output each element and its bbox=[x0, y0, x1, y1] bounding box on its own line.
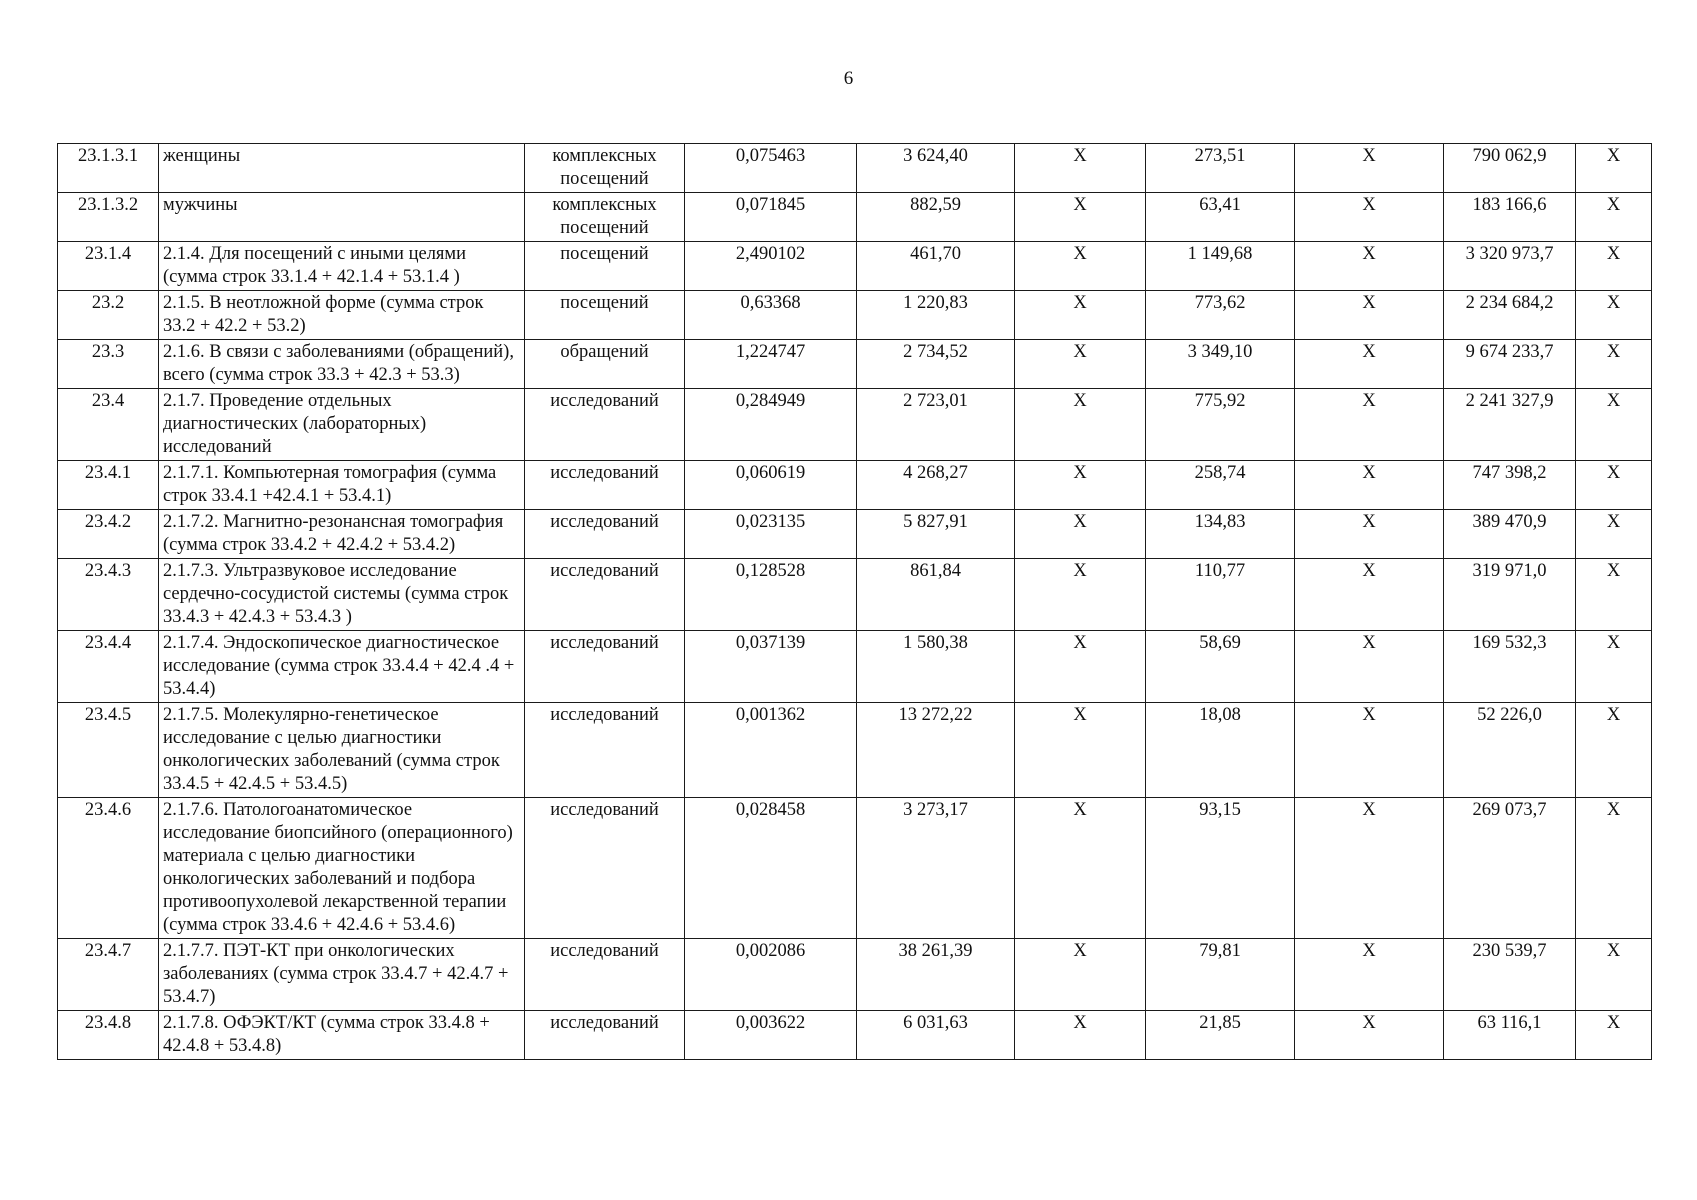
row-cost: 6 031,63 bbox=[857, 1011, 1015, 1060]
row-per-capita: 18,08 bbox=[1146, 703, 1295, 798]
row-unit: исследований bbox=[525, 389, 685, 461]
row-x-mark: Х bbox=[1295, 798, 1444, 939]
row-per-capita: 273,51 bbox=[1146, 144, 1295, 193]
row-norm: 1,224747 bbox=[685, 340, 857, 389]
row-x-mark: Х bbox=[1015, 703, 1146, 798]
row-cost: 861,84 bbox=[857, 559, 1015, 631]
row-unit: комплексных посещений bbox=[525, 144, 685, 193]
row-norm: 0,037139 bbox=[685, 631, 857, 703]
row-x-mark: Х bbox=[1576, 291, 1652, 340]
row-unit: исследований bbox=[525, 461, 685, 510]
row-norm: 0,071845 bbox=[685, 193, 857, 242]
row-name: 2.1.7.4. Эндоскопическое диагностическое исследование (сумма строк 33.4.4 + 42.4 .4 + 53.4.4) bbox=[159, 631, 525, 703]
row-name: 2.1.7.1. Компьютерная томография (сумма строк 33.4.1 +42.4.1 + 53.4.1) bbox=[159, 461, 525, 510]
row-x-mark: Х bbox=[1015, 461, 1146, 510]
table-row bbox=[58, 144, 1652, 193]
row-per-capita: 3 349,10 bbox=[1146, 340, 1295, 389]
row-x-mark: Х bbox=[1295, 291, 1444, 340]
row-name: 2.1.7. Проведение отдельных диагностических (лабораторных) исследований bbox=[159, 389, 525, 461]
table-row bbox=[58, 1011, 1652, 1060]
row-cost: 461,70 bbox=[857, 242, 1015, 291]
row-x-mark: Х bbox=[1295, 939, 1444, 1011]
row-cost: 1 580,38 bbox=[857, 631, 1015, 703]
row-norm: 0,128528 bbox=[685, 559, 857, 631]
row-x-mark: Х bbox=[1015, 798, 1146, 939]
table-row bbox=[58, 559, 1652, 631]
row-name: 2.1.7.8. ОФЭКТ/КТ (сумма строк 33.4.8 + 42.4.8 + 53.4.8) bbox=[159, 1011, 525, 1060]
row-code: 23.2 bbox=[58, 291, 159, 340]
table-row bbox=[58, 461, 1652, 510]
row-per-capita: 258,74 bbox=[1146, 461, 1295, 510]
row-x-mark: Х bbox=[1295, 242, 1444, 291]
table-row bbox=[58, 389, 1652, 461]
row-total: 319 971,0 bbox=[1444, 559, 1576, 631]
row-x-mark: Х bbox=[1576, 1011, 1652, 1060]
row-x-mark: Х bbox=[1295, 559, 1444, 631]
row-cost: 4 268,27 bbox=[857, 461, 1015, 510]
row-per-capita: 1 149,68 bbox=[1146, 242, 1295, 291]
row-cost: 3 624,40 bbox=[857, 144, 1015, 193]
row-x-mark: Х bbox=[1576, 798, 1652, 939]
row-unit: исследований bbox=[525, 703, 685, 798]
row-x-mark: Х bbox=[1015, 193, 1146, 242]
row-total: 747 398,2 bbox=[1444, 461, 1576, 510]
row-total: 3 320 973,7 bbox=[1444, 242, 1576, 291]
row-code: 23.4.5 bbox=[58, 703, 159, 798]
row-x-mark: Х bbox=[1015, 389, 1146, 461]
row-name: 2.1.7.2. Магнитно-резонансная томография (сумма строк 33.4.2 + 42.4.2 + 53.4.2) bbox=[159, 510, 525, 559]
row-name: мужчины bbox=[159, 193, 525, 242]
row-x-mark: Х bbox=[1015, 939, 1146, 1011]
row-name: 2.1.7.5. Молекулярно-генетическое исследование с целью диагностики онкологических заболеваний (сумма строк 33.4.5 + 42.4.5 + 53.4.5) bbox=[159, 703, 525, 798]
row-per-capita: 773,62 bbox=[1146, 291, 1295, 340]
row-per-capita: 93,15 bbox=[1146, 798, 1295, 939]
table-row bbox=[58, 631, 1652, 703]
row-code: 23.4.2 bbox=[58, 510, 159, 559]
row-cost: 2 723,01 bbox=[857, 389, 1015, 461]
row-unit: исследований bbox=[525, 631, 685, 703]
row-norm: 0,002086 bbox=[685, 939, 857, 1011]
row-norm: 0,023135 bbox=[685, 510, 857, 559]
row-x-mark: Х bbox=[1576, 144, 1652, 193]
row-x-mark: Х bbox=[1295, 1011, 1444, 1060]
row-cost: 1 220,83 bbox=[857, 291, 1015, 340]
row-x-mark: Х bbox=[1576, 510, 1652, 559]
row-cost: 5 827,91 bbox=[857, 510, 1015, 559]
row-x-mark: Х bbox=[1295, 340, 1444, 389]
table-row bbox=[58, 193, 1652, 242]
row-x-mark: Х bbox=[1295, 144, 1444, 193]
row-x-mark: Х bbox=[1576, 559, 1652, 631]
row-unit: исследований bbox=[525, 939, 685, 1011]
table-row bbox=[58, 939, 1652, 1011]
row-x-mark: Х bbox=[1295, 461, 1444, 510]
row-total: 2 234 684,2 bbox=[1444, 291, 1576, 340]
row-name: 2.1.7.3. Ультразвуковое исследование сердечно-сосудистой системы (сумма строк 33.4.3 + 42.4.3 + 53.4.3 ) bbox=[159, 559, 525, 631]
row-unit: комплексных посещений bbox=[525, 193, 685, 242]
row-code: 23.4 bbox=[58, 389, 159, 461]
row-unit: исследований bbox=[525, 559, 685, 631]
table-row bbox=[58, 340, 1652, 389]
row-cost: 2 734,52 bbox=[857, 340, 1015, 389]
row-norm: 0,060619 bbox=[685, 461, 857, 510]
row-x-mark: Х bbox=[1576, 193, 1652, 242]
table-body bbox=[58, 144, 1652, 1060]
row-per-capita: 21,85 bbox=[1146, 1011, 1295, 1060]
row-name: 2.1.4. Для посещений с иными целями (сумма строк 33.1.4 + 42.1.4 + 53.1.4 ) bbox=[159, 242, 525, 291]
table-row bbox=[58, 510, 1652, 559]
row-x-mark: Х bbox=[1295, 193, 1444, 242]
row-name: 2.1.6. В связи с заболеваниями (обращений), всего (сумма строк 33.3 + 42.3 + 53.3) bbox=[159, 340, 525, 389]
row-total: 2 241 327,9 bbox=[1444, 389, 1576, 461]
row-per-capita: 775,92 bbox=[1146, 389, 1295, 461]
row-code: 23.1.3.2 bbox=[58, 193, 159, 242]
row-x-mark: Х bbox=[1015, 510, 1146, 559]
table-row bbox=[58, 703, 1652, 798]
row-total: 169 532,3 bbox=[1444, 631, 1576, 703]
row-x-mark: Х bbox=[1015, 1011, 1146, 1060]
row-code: 23.1.3.1 bbox=[58, 144, 159, 193]
row-per-capita: 58,69 bbox=[1146, 631, 1295, 703]
row-per-capita: 79,81 bbox=[1146, 939, 1295, 1011]
row-x-mark: Х bbox=[1576, 703, 1652, 798]
row-per-capita: 134,83 bbox=[1146, 510, 1295, 559]
row-cost: 3 273,17 bbox=[857, 798, 1015, 939]
row-x-mark: Х bbox=[1576, 939, 1652, 1011]
row-x-mark: Х bbox=[1015, 242, 1146, 291]
row-x-mark: Х bbox=[1015, 340, 1146, 389]
row-per-capita: 63,41 bbox=[1146, 193, 1295, 242]
row-total: 230 539,7 bbox=[1444, 939, 1576, 1011]
row-total: 389 470,9 bbox=[1444, 510, 1576, 559]
row-total: 790 062,9 bbox=[1444, 144, 1576, 193]
row-cost: 13 272,22 bbox=[857, 703, 1015, 798]
row-x-mark: Х bbox=[1295, 631, 1444, 703]
row-name: 2.1.7.6. Патологоанатомическое исследование биопсийного (операционного) материала с целью диагностики онкологических заболеваний и подбора противоопухолевой лекарственной терапии (сумма строк 33.4.6 + 42.4.6 + 53.4.6) bbox=[159, 798, 525, 939]
row-norm: 0,001362 bbox=[685, 703, 857, 798]
row-x-mark: Х bbox=[1015, 144, 1146, 193]
row-x-mark: Х bbox=[1576, 461, 1652, 510]
row-code: 23.4.4 bbox=[58, 631, 159, 703]
row-code: 23.4.3 bbox=[58, 559, 159, 631]
row-x-mark: Х bbox=[1576, 242, 1652, 291]
row-unit: исследований bbox=[525, 1011, 685, 1060]
row-norm: 0,028458 bbox=[685, 798, 857, 939]
row-total: 183 166,6 bbox=[1444, 193, 1576, 242]
row-norm: 0,63368 bbox=[685, 291, 857, 340]
row-name: женщины bbox=[159, 144, 525, 193]
row-cost: 882,59 bbox=[857, 193, 1015, 242]
row-x-mark: Х bbox=[1015, 559, 1146, 631]
row-unit: исследований bbox=[525, 510, 685, 559]
row-x-mark: Х bbox=[1295, 510, 1444, 559]
table-row bbox=[58, 291, 1652, 340]
row-code: 23.4.8 bbox=[58, 1011, 159, 1060]
row-x-mark: Х bbox=[1015, 631, 1146, 703]
row-total: 52 226,0 bbox=[1444, 703, 1576, 798]
row-x-mark: Х bbox=[1576, 340, 1652, 389]
row-per-capita: 110,77 bbox=[1146, 559, 1295, 631]
row-x-mark: Х bbox=[1015, 291, 1146, 340]
row-total: 269 073,7 bbox=[1444, 798, 1576, 939]
row-code: 23.4.7 bbox=[58, 939, 159, 1011]
table-row bbox=[58, 798, 1652, 939]
row-code: 23.4.1 bbox=[58, 461, 159, 510]
page-number: 6 bbox=[843, 68, 854, 89]
row-x-mark: Х bbox=[1576, 631, 1652, 703]
row-norm: 0,075463 bbox=[685, 144, 857, 193]
row-norm: 2,490102 bbox=[685, 242, 857, 291]
row-total: 63 116,1 bbox=[1444, 1011, 1576, 1060]
row-unit: посещений bbox=[525, 242, 685, 291]
row-norm: 0,003622 bbox=[685, 1011, 857, 1060]
row-total: 9 674 233,7 bbox=[1444, 340, 1576, 389]
table-row bbox=[58, 242, 1652, 291]
row-code: 23.3 bbox=[58, 340, 159, 389]
row-code: 23.1.4 bbox=[58, 242, 159, 291]
row-unit: посещений bbox=[525, 291, 685, 340]
row-name: 2.1.7.7. ПЭТ-КТ при онкологических заболеваниях (сумма строк 33.4.7 + 42.4.7 + 53.4.7) bbox=[159, 939, 525, 1011]
row-cost: 38 261,39 bbox=[857, 939, 1015, 1011]
row-unit: исследований bbox=[525, 798, 685, 939]
row-unit: обращений bbox=[525, 340, 685, 389]
row-code: 23.4.6 bbox=[58, 798, 159, 939]
row-norm: 0,284949 bbox=[685, 389, 857, 461]
row-x-mark: Х bbox=[1576, 389, 1652, 461]
row-name: 2.1.5. В неотложной форме (сумма строк 33.2 + 42.2 + 53.2) bbox=[159, 291, 525, 340]
row-x-mark: Х bbox=[1295, 703, 1444, 798]
row-x-mark: Х bbox=[1295, 389, 1444, 461]
data-table bbox=[57, 143, 1652, 1060]
